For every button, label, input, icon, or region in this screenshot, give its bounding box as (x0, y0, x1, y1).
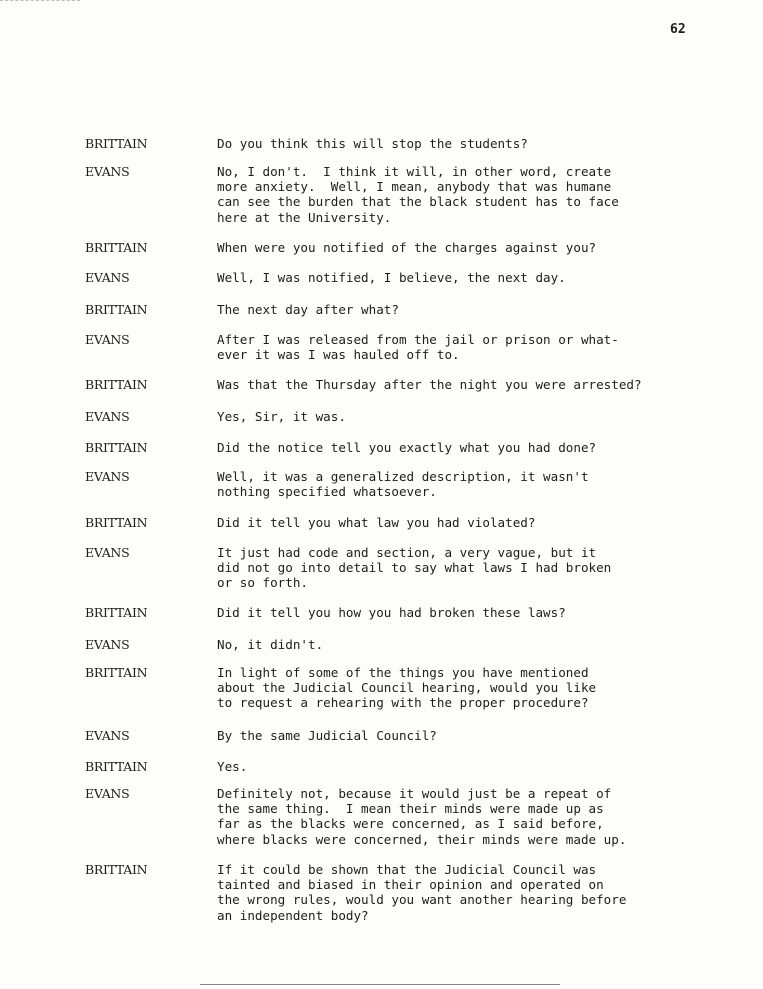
speaker-label: BRITTAIN (85, 515, 148, 530)
speech-text: Was that the Thursday after the night you were arrested? (217, 377, 642, 392)
speech-text: Definitely not, because it would just be a repeat of the same thing. I mean their minds were made up as far as the blacks were concerned, as I said before, where blacks were concerned, their minds were made up. (217, 786, 627, 847)
speech-text: In light of some of the things you have mentioned about the Judicial Council hearing, would you like to request a rehearing with the proper procedure? (217, 665, 597, 711)
speech-text: Did it tell you how you had broken these laws? (217, 605, 566, 620)
speaker-label: EVANS (85, 469, 130, 484)
speech-text: When were you notified of the charges against you? (217, 240, 597, 255)
speaker-label: EVANS (85, 786, 130, 801)
speaker-label: EVANS (85, 637, 130, 652)
speech-text: The next day after what? (217, 302, 399, 317)
page-bottom-rule (200, 984, 560, 985)
scan-edge-mark (0, 0, 80, 2)
speaker-label: BRITTAIN (85, 240, 148, 255)
speech-text: It just had code and section, a very vague, but it did not go into detail to say what laws I had broken or so forth. (217, 545, 612, 591)
speech-text: If it could be shown that the Judicial Council was tainted and biased in their opinion and operated on the wrong rules, would you want another hearing before an independent body? (217, 862, 627, 923)
speaker-label: BRITTAIN (85, 605, 148, 620)
speaker-label: BRITTAIN (85, 665, 148, 680)
speech-text: Well, I was notified, I believe, the next day. (217, 270, 566, 285)
speaker-label: BRITTAIN (85, 440, 148, 455)
speaker-label: BRITTAIN (85, 862, 148, 877)
page-number: 62 (670, 22, 686, 37)
speaker-label: EVANS (85, 409, 130, 424)
speech-text: No, it didn't. (217, 637, 324, 652)
speaker-label: BRITTAIN (85, 136, 148, 151)
speech-text: Did the notice tell you exactly what you had done? (217, 440, 597, 455)
speech-text: Yes, Sir, it was. (217, 409, 346, 424)
speech-text: After I was released from the jail or prison or what- ever it was I was hauled off to. (217, 332, 619, 363)
speaker-label: BRITTAIN (85, 759, 148, 774)
speaker-label: EVANS (85, 545, 130, 560)
speech-text: Yes. (217, 759, 248, 774)
speech-text: Did it tell you what law you had violated? (217, 515, 536, 530)
speaker-label: EVANS (85, 270, 130, 285)
speech-text: By the same Judicial Council? (217, 728, 437, 743)
speaker-label: EVANS (85, 332, 130, 347)
speaker-label: BRITTAIN (85, 377, 148, 392)
speaker-label: BRITTAIN (85, 302, 148, 317)
speaker-label: EVANS (85, 164, 130, 179)
speech-text: No, I don't. I think it will, in other word, create more anxiety. Well, I mean, anybody that was humane can see the burden that the black student has to face here at the University. (217, 164, 619, 225)
speech-text: Well, it was a generalized description, it wasn't nothing specified whatsoever. (217, 469, 589, 500)
speech-text: Do you think this will stop the students? (217, 136, 528, 151)
speaker-label: EVANS (85, 728, 130, 743)
